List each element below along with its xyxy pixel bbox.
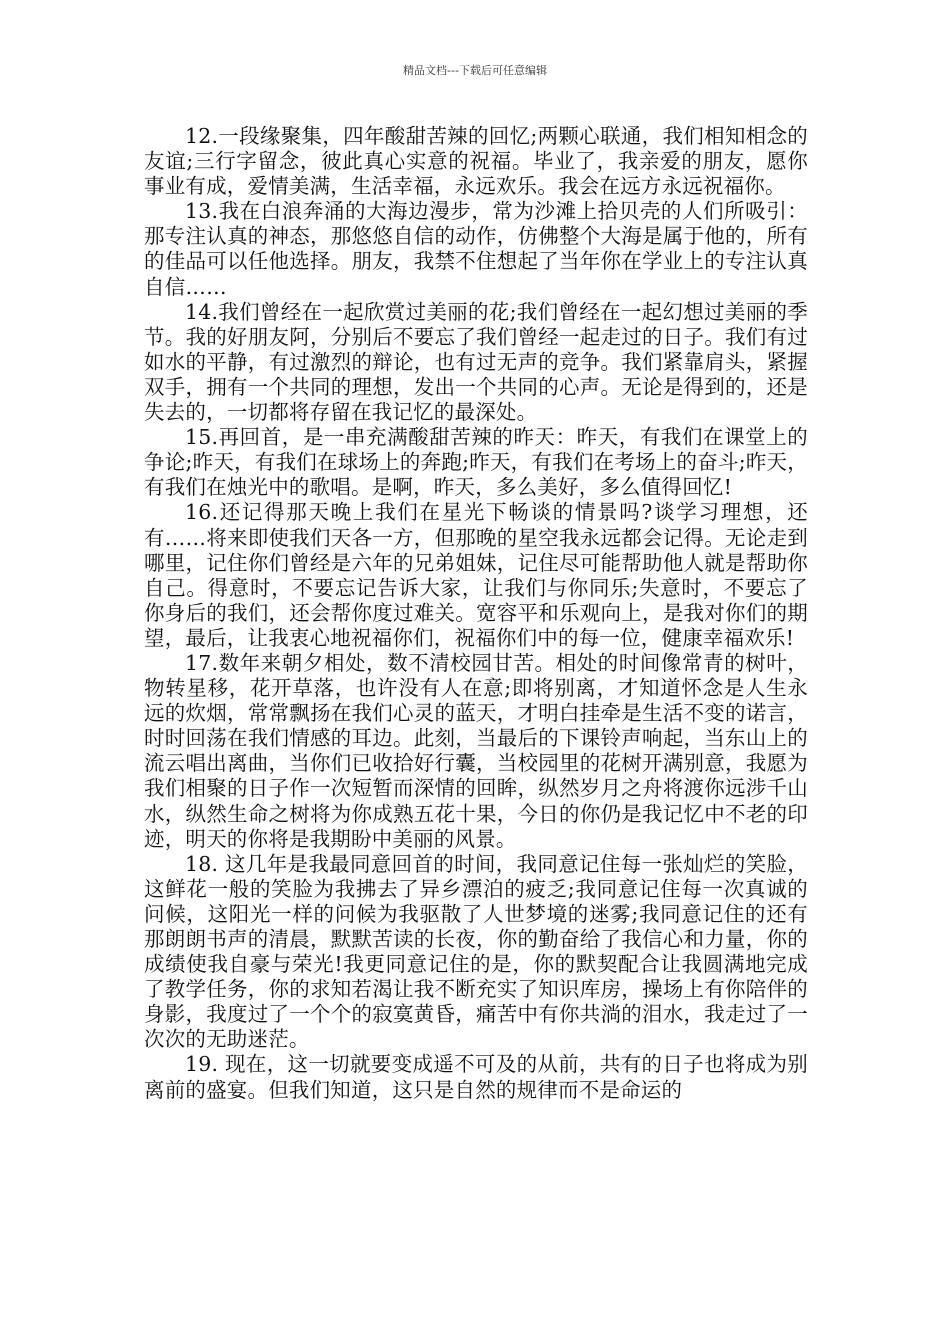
- paragraph-18: 18. 这几年是我最同意回首的时间，我同意记住每一张灿烂的笑脸，这鲜花一般的笑脸为我拂去了异乡漂泊的疲乏;我同意记住每一次真诚的问候，这阳光一样的问候为我驱散了人世梦境的迷雾;我同意记住的还有那朗朗书声的清晨，默默苦读的长夜，你的勤奋给了我信心和力量，你的成绩使我自豪与荣光!我更同意记住的是，你的默契配合让我圆满地完成了教学任务，你的求知若渴让我不断充实了知识库房，操场上有你陪伴的身影，我度过了一个个的寂寞黄昏，痛苦中有你共淌的泪水，我走过了一次次的无助迷茫。: [144, 851, 808, 1052]
- paragraph-17: 17.数年来朝夕相处，数不清校园甘苦。相处的时间像常青的树叶，物转星移，花开草落，也许没有人在意;即将别离，才知道怀念是人生永远的炊烟，常常飘扬在我们心灵的蓝天，才明白挂牵是生活不变的诺言，时时回荡在我们情感的耳边。此刻，当最后的下课铃声响起，当东山上的流云唱出离曲，当你们已收拾好行囊，当校园里的花树开满别意，我愿为我们相聚的日子作一次短暂而深情的回眸，纵然岁月之舟将渡你远涉千山水，纵然生命之树将为你成熟五花十果，今日的你仍是我记忆中不老的印迹，明天的你将是我期盼中美丽的风景。: [144, 650, 808, 851]
- paragraph-13: 13.我在白浪奔涌的大海边漫步，常为沙滩上拾贝壳的人们所吸引：那专注认真的神态，那悠悠自信的动作，仿佛整个大海是属于他的，所有的佳品可以任他选择。朋友，我禁不住想起了当年你在学业上的专注认真自信……: [144, 199, 808, 299]
- paragraph-15: 15.再回首，是一串充满酸甜苦辣的昨天：昨天，有我们在课堂上的争论;昨天，有我们在球场上的奔跑;昨天，有我们在考场上的奋斗;昨天，有我们在烛光中的歌唱。是啊，昨天，多么美好，多么值得回忆!: [144, 425, 808, 500]
- paragraph-12: 12.一段缘聚集，四年酸甜苦辣的回忆;两颗心联通，我们相知相念的友谊;三行字留念，彼此真心实意的祝福。毕业了，我亲爱的朋友，愿你事业有成，爱情美满，生活幸福，永远欢乐。我会在远方永远祝福你。: [144, 124, 808, 199]
- paragraph-14: 14.我们曾经在一起欣赏过美丽的花;我们曾经在一起幻想过美丽的季节。我的好朋友阿，分别后不要忘了我们曾经一起走过的日子。我们有过如水的平静，有过激烈的辩论，也有过无声的竞争。我们紧靠肩头，紧握双手，拥有一个共同的理想，发出一个共同的心声。无论是得到的，还是失去的，一切都将存留在我记忆的最深处。: [144, 299, 808, 425]
- paragraph-16: 16.还记得那天晚上我们在星光下畅谈的情景吗?谈学习理想，还有……将来即使我们天各一方，但那晚的星空我永远都会记得。无论走到哪里，记住你们曾经是六年的兄弟姐妹，记住尽可能帮助他人就是帮助你自己。得意时，不要忘记告诉大家，让我们与你同乐;失意时，不要忘了你身后的我们，还会帮你度过难关。宽容平和乐观向上，是我对你们的期望，最后，让我衷心地祝福你们，祝福你们中的每一位，健康幸福欢乐!: [144, 500, 808, 650]
- page-header: 精品文档---下载后可任意编辑: [403, 64, 547, 77]
- paragraph-19: 19. 现在，这一切就要变成遥不可及的从前，共有的日子也将成为别离前的盛宴。但我们知道，这只是自然的规律而不是命运的: [144, 1052, 808, 1102]
- document-body: [144, 124, 808, 1103]
